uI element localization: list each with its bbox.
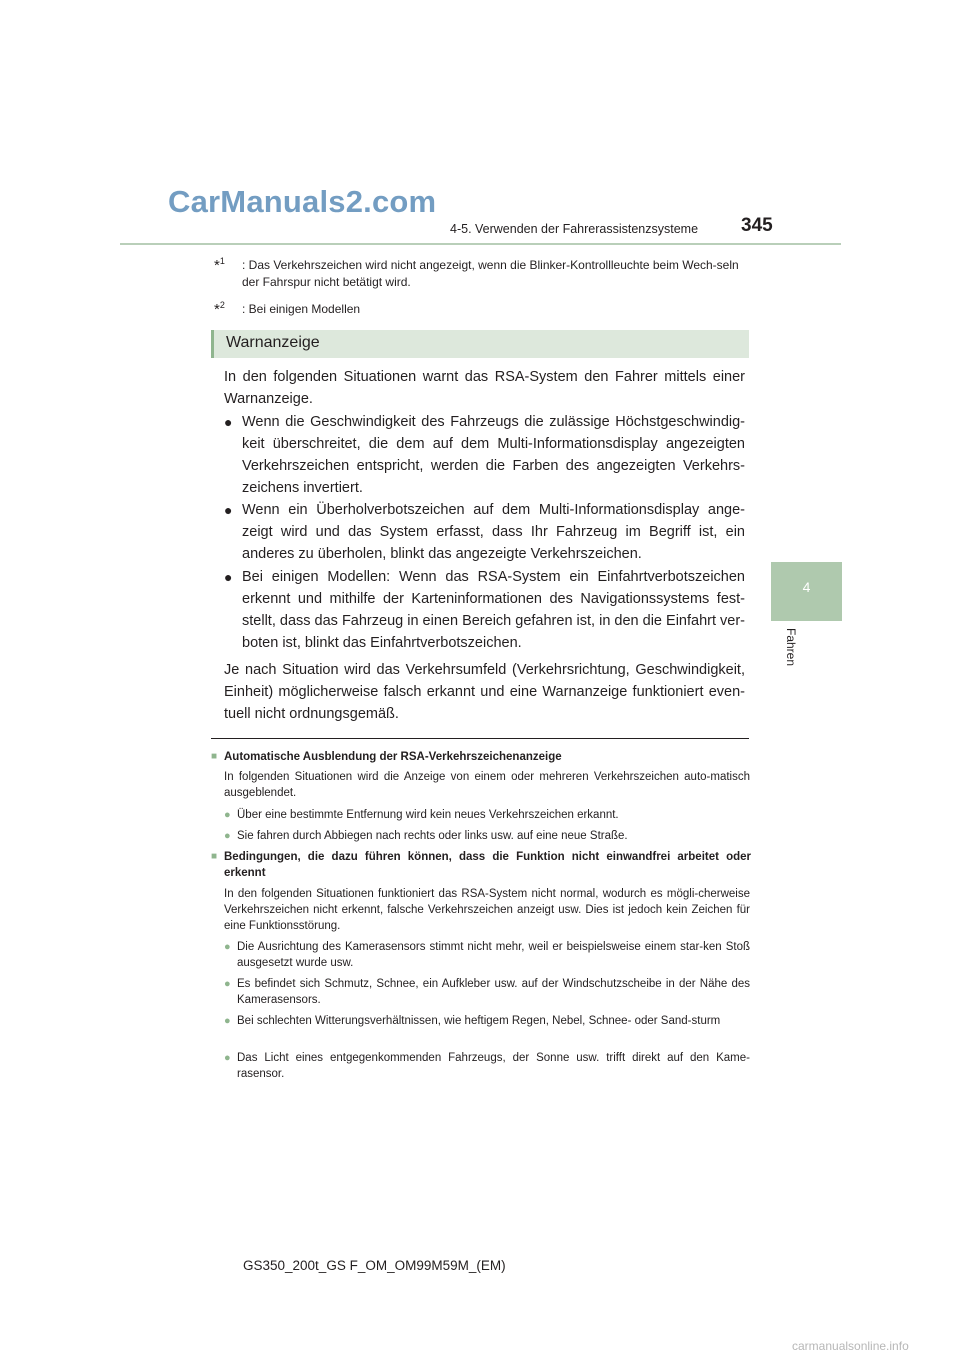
page-number: 345: [741, 215, 773, 236]
list-item: ● Sie fahren durch Abbiegen nach rechts oder links usw. auf eine neue Straße.: [224, 830, 628, 842]
site-logo: CarManuals2.com: [168, 184, 437, 219]
bullet-text: Bei einigen Modellen: Wenn das RSA-System ein Einfahrtverbotszeichen erkennt und mithilfe der Karteninformationen des Navigationssystems fest-stellt, dass das Fahrzeug in einen Bereich gefahren ist, in den die Einfahrt ver-boten ist, blinkt das Einfahrtverbotszeichen.: [242, 569, 745, 651]
watermark: carmanualsonline.info: [792, 1339, 909, 1353]
bullet-icon: ●: [224, 809, 231, 821]
subheading-conditions: ■ Bedingungen, die dazu führen können, dass die Funktion nicht einwandfrei arbeitet oder erkennt: [211, 851, 751, 879]
bullet-icon: ●: [224, 941, 231, 953]
bullet-item: [224, 499, 745, 565]
chapter-number: 4: [802, 579, 811, 595]
chapter-tab: [771, 562, 842, 621]
bullet-icon: ●: [224, 1052, 231, 1064]
section-header: 4-5. Verwenden der Fahrerassistenzsysteme: [450, 222, 699, 236]
list-item: ● Die Ausrichtung des Kamerasensors stimmt nicht mehr, weil er beispielsweise einem star-ken Stoß ausgesetzt wurde usw.: [224, 941, 750, 969]
square-bullet-icon: ■: [211, 851, 218, 862]
square-bullet-icon: ■: [211, 751, 218, 762]
section-title: Warnanzeige: [226, 334, 320, 351]
bullet-icon: ●: [224, 1015, 231, 1027]
conditions-text: In den folgenden Situationen funktioniert das RSA-System nicht normal, wodurch es mögli-cherweise Verkehrszeichen nicht erkennt, falsche Verkehrszeichen anzeigt usw. Dies ist jedoch kein Zeichen für eine Funktionsstörung.: [224, 888, 750, 932]
bullet-item: [224, 411, 745, 499]
bullet-icon: ●: [224, 830, 231, 842]
footnote-mark: *$^2$: [214, 300, 225, 318]
footnote-mark: *$^1$: [214, 256, 225, 274]
list-item: ● Über eine bestimmte Entfernung wird kein neues Verkehrszeichen erkannt.: [224, 809, 619, 821]
bullet-text: Wenn die Geschwindigkeit des Fahrzeugs die zulässige Höchstgeschwindig-keit überschreitet, die dem auf dem Multi-Informationsdisplay angezeigten Verkehrszeichen entspricht, werden die Farben des angezeigten Verkehrs-zeichens invertiert.: [242, 414, 745, 496]
list-item: ● Es befindet sich Schmutz, Schnee, ein Aufkleber usw. auf der Windschutzscheibe in der Nähe des Kamerasensors.: [224, 978, 750, 1006]
bullet-icon: ●: [224, 502, 233, 518]
chapter-label: Fahren: [784, 628, 798, 667]
bullet-item: [224, 566, 745, 654]
bullet-text: Wenn ein Überholverbotszeichen auf dem Multi-Informationsdisplay ange-zeigt wird und das System erfasst, dass Ihr Fahrzeug im Begriff ist, ein anderes zu überholen, blinkt das angezeigte Verkehrszeichen.: [242, 502, 745, 562]
list-item: ● Bei schlechten Witterungsverhältnissen, wie heftigem Regen, Nebel, Schnee- oder Sand-sturm: [224, 1015, 721, 1027]
bullet-icon: ●: [224, 978, 231, 990]
auto-hide-text: In folgenden Situationen wird die Anzeige von einem oder mehreren Verkehrszeichen auto-matisch ausgeblendet.: [224, 771, 750, 799]
document-code: GS350_200t_GS F_OM_OM99M59M_(EM): [243, 1258, 506, 1273]
list-item: ● Das Licht eines entgegenkommenden Fahrzeugs, der Sonne usw. trifft direkt auf den Kame-rasensor.: [224, 1052, 750, 1080]
footnote-2: [214, 301, 754, 318]
footnote-1: [214, 257, 754, 291]
footnote-text: : Das Verkehrszeichen wird nicht angezeigt, wenn die Blinker-Kontrollleuchte beim Wech-seln der Fahrspur nicht betätigt wird.: [242, 258, 739, 289]
bullet-icon: ●: [224, 414, 233, 430]
section-divider: [211, 738, 749, 739]
intro-paragraph: In den folgenden Situationen warnt das RSA-System den Fahrer mittels einer Warnanzeige.: [224, 369, 745, 407]
subheading-auto-hide: ■ Automatische Ausblendung der RSA-Verkehrszeichenanzeige: [211, 751, 562, 763]
closing-paragraph: Je nach Situation wird das Verkehrsumfeld (Verkehrsrichtung, Geschwindigkeit, Einheit) möglicherweise falsch erkannt und eine Warnanzeige funktioniert even-tuell nicht ordnungsgemäß.: [224, 662, 745, 722]
footnote-text: : Bei einigen Modellen: [242, 302, 361, 316]
section-title-bar: [211, 330, 749, 358]
bullet-icon: ●: [224, 569, 233, 585]
header-divider: [120, 243, 841, 245]
